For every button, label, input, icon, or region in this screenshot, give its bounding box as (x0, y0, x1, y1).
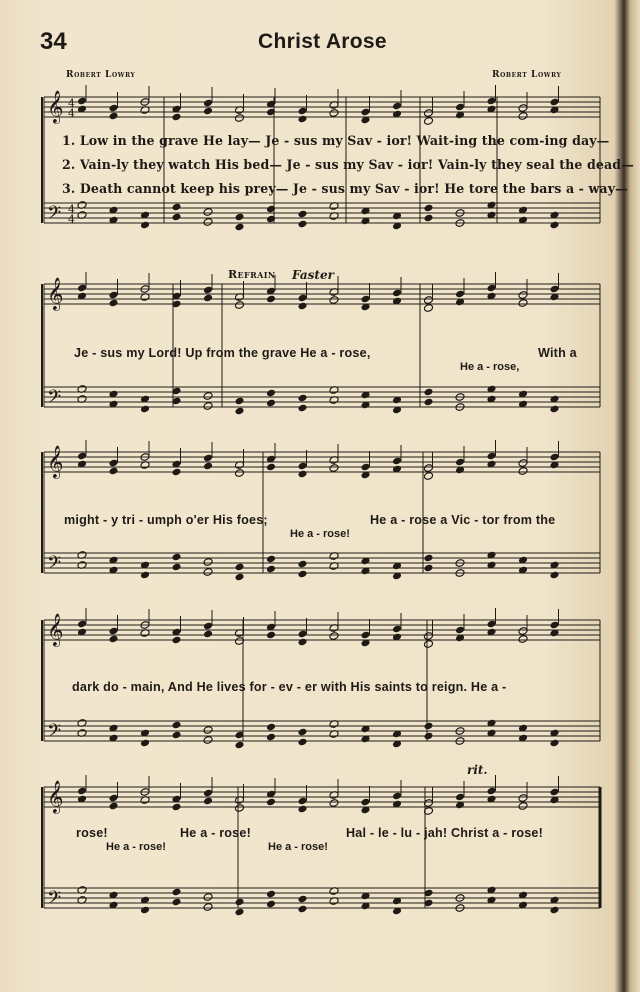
note-head (297, 738, 307, 747)
note-head (423, 304, 433, 313)
verse-2: 2. Vain-ly they watch His bed— Je - sus my Sav - ior! Vain-ly they seal the dead— (62, 157, 634, 172)
note-head (297, 895, 307, 904)
note-head (266, 389, 276, 398)
note-head (423, 117, 433, 126)
note-head (140, 405, 150, 414)
bass-clef: 𝄢 (47, 387, 62, 412)
note-head (266, 733, 276, 742)
note-head (549, 405, 559, 414)
note-head (203, 903, 213, 912)
note-head (266, 723, 276, 732)
page-number: 34 (40, 28, 67, 55)
note-head (518, 112, 528, 121)
note-head (423, 204, 433, 213)
note-head (423, 214, 433, 223)
note-head (234, 469, 244, 478)
note-head (266, 215, 276, 224)
note-head (203, 208, 213, 217)
note-head (423, 472, 433, 481)
note-head (234, 573, 244, 582)
note-head (423, 722, 433, 731)
note-head (140, 221, 150, 230)
note-head (171, 563, 181, 572)
note-head (297, 115, 307, 124)
note-head (549, 571, 559, 580)
note-head (171, 803, 181, 812)
note-head (171, 888, 181, 897)
refrain-lyric-2: might - y tri - umph o'er His foes; (64, 513, 268, 527)
note-head (203, 392, 213, 401)
note-head (297, 210, 307, 219)
note-head (203, 462, 213, 471)
bass-clef: 𝄢 (47, 721, 62, 746)
note-head (423, 732, 433, 741)
tempo-marking: Faster (292, 268, 334, 282)
note-head (329, 464, 339, 473)
note-head (518, 802, 528, 811)
treble-clef: 𝄞 (47, 780, 64, 813)
note-head (171, 636, 181, 645)
note-head (234, 804, 244, 813)
note-head (423, 398, 433, 407)
note-head (234, 898, 244, 907)
note-head (423, 640, 433, 649)
note-head (171, 113, 181, 122)
refrain-lyric-1: Je - sus my Lord! Up from the grave He a - rose, (74, 346, 371, 360)
time-signature: 4 (68, 213, 75, 226)
note-head (171, 731, 181, 740)
note-head (423, 564, 433, 573)
note-head (234, 741, 244, 750)
time-signature: 4 (68, 97, 75, 110)
note-head (203, 568, 213, 577)
refrain-lyric-4a: rose! (76, 826, 108, 840)
note-head (266, 631, 276, 640)
note-head (266, 900, 276, 909)
ritardando-marking: rit. (467, 763, 488, 777)
note-head (108, 635, 118, 644)
note-head (297, 220, 307, 229)
time-signature: 4 (68, 203, 75, 216)
words-credit: Robert Lowry (66, 70, 136, 80)
bass-clef: 𝄢 (47, 888, 62, 913)
note-head (266, 295, 276, 304)
refrain-label: Refrain (228, 268, 276, 281)
note-head (234, 563, 244, 572)
note-head (266, 890, 276, 899)
note-head (234, 223, 244, 232)
note-head (234, 213, 244, 222)
note-head (297, 570, 307, 579)
note-head (549, 221, 559, 230)
refrain-echo-1: He a - rose, (460, 361, 520, 373)
note-head (423, 388, 433, 397)
note-head (108, 299, 118, 308)
note-head (297, 404, 307, 413)
note-head (203, 294, 213, 303)
note-head (297, 470, 307, 479)
note-head (329, 296, 339, 305)
refrain-echo-4b: He a - rose! (268, 841, 328, 853)
bass-clef: 𝄢 (47, 553, 62, 578)
refrain-lyric-1-end: With a (538, 346, 577, 360)
note-head (549, 906, 559, 915)
bass-clef: 𝄢 (47, 203, 62, 228)
note-head (297, 638, 307, 647)
note-head (203, 107, 213, 116)
note-head (171, 468, 181, 477)
note-head (203, 726, 213, 735)
note-head (266, 205, 276, 214)
note-head (297, 394, 307, 403)
note-head (329, 799, 339, 808)
note-head (140, 906, 150, 915)
note-head (234, 114, 244, 123)
note-head (297, 805, 307, 814)
note-head (140, 571, 150, 580)
note-head (234, 407, 244, 416)
note-head (266, 463, 276, 472)
note-head (266, 798, 276, 807)
verse-1: 1. Low in the grave He lay— Je - sus my Sav - ior! Wait-ing the com-ing day— (62, 133, 610, 148)
refrain-echo-4a: He a - rose! (106, 841, 166, 853)
note-head (203, 402, 213, 411)
hymn-title: Christ Arose (258, 30, 387, 53)
note-head (518, 635, 528, 644)
note-head (171, 898, 181, 907)
note-head (108, 112, 118, 121)
refrain-lyric-4c: Hal - le - lu - jah! Christ a - rose! (346, 826, 544, 840)
note-head (549, 739, 559, 748)
note-head (108, 802, 118, 811)
refrain-echo-2: He a - rose! (290, 528, 350, 540)
note-head (171, 213, 181, 222)
treble-clef: 𝄞 (47, 613, 64, 646)
note-head (171, 721, 181, 730)
note-head (266, 555, 276, 564)
note-head (297, 728, 307, 737)
note-head (329, 632, 339, 641)
note-head (266, 108, 276, 117)
note-head (518, 467, 528, 476)
note-head (203, 558, 213, 567)
note-head (423, 554, 433, 563)
note-head (108, 467, 118, 476)
note-head (203, 736, 213, 745)
refrain-lyric-3: dark do - main, And He lives for - ev - er with His saints to reign. He a - (72, 680, 507, 694)
note-head (203, 630, 213, 639)
note-head (297, 905, 307, 914)
treble-clef: 𝄞 (47, 445, 64, 478)
treble-clef: 𝄞 (47, 277, 64, 310)
treble-clef: 𝄞 (47, 90, 64, 123)
note-head (297, 302, 307, 311)
note-head (203, 893, 213, 902)
note-head (171, 203, 181, 212)
note-head (234, 908, 244, 917)
note-head (203, 218, 213, 227)
time-signature: 4 (68, 107, 75, 120)
verse-3: 3. Death cannot keep his prey— Je - sus my Sav - ior! He tore the bars a - way— (62, 181, 628, 196)
refrain-lyric-4b: He a - rose! (180, 826, 251, 840)
note-head (140, 739, 150, 748)
note-head (518, 299, 528, 308)
note-head (203, 797, 213, 806)
note-head (266, 399, 276, 408)
note-head (234, 397, 244, 406)
note-head (329, 109, 339, 118)
music-credit: Robert Lowry (492, 70, 562, 80)
note-head (297, 560, 307, 569)
note-head (234, 301, 244, 310)
note-head (171, 553, 181, 562)
note-head (266, 565, 276, 574)
refrain-lyric-2-end: He a - rose a Vic - tor from the (370, 513, 556, 527)
